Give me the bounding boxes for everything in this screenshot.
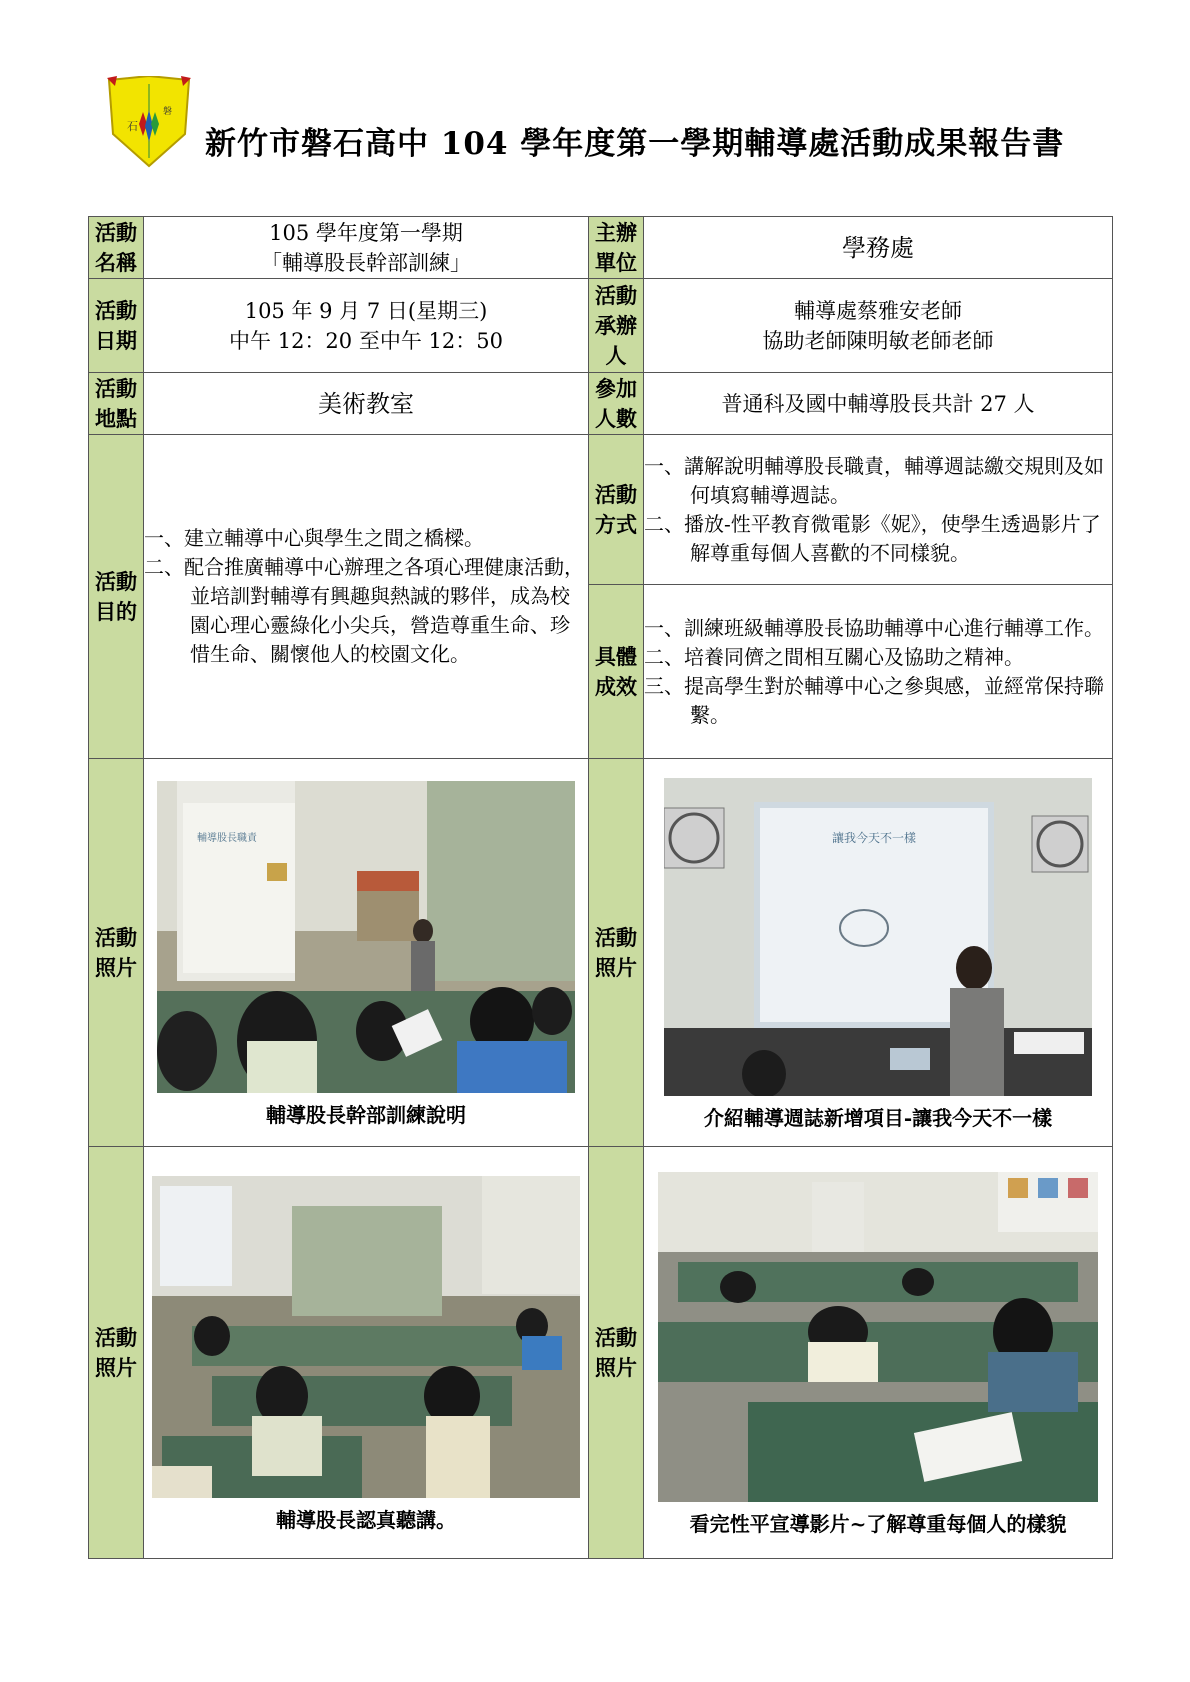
photo-cell-2 [644, 759, 1113, 1147]
school-logo [107, 76, 191, 168]
location-value: 美術教室 [144, 373, 589, 435]
method-value [644, 435, 1113, 585]
logo-char-right: 磐 [163, 107, 173, 117]
method-item: 二、播放-性平教育微電影《妮》，使學生透過影片了解尊重每個人喜歡的不同樣貌。 [644, 511, 1101, 565]
results-item: 一、訓練班級輔導股長協助輔導中心進行輔導工作。 [644, 615, 1104, 640]
photo-cell-4 [644, 1147, 1113, 1559]
activity-date-line2: 中午 12：20 至中午 12：50 [229, 328, 503, 353]
label-host: 活動承辦人 [589, 279, 644, 373]
label-method: 活動方式 [589, 435, 644, 585]
photo-caption-2: 介紹輔導週誌新增項目-讓我今天不一樣 [703, 1106, 1053, 1130]
photo-caption-3: 輔導股長認真聽講。 [276, 1508, 456, 1532]
photo-students-listening [152, 1176, 580, 1498]
report-table [88, 216, 1113, 1559]
photo-cell-3 [144, 1147, 589, 1559]
label-photo-3: 活動照片 [89, 1147, 144, 1559]
label-purpose: 活動目的 [89, 435, 144, 759]
purpose-list [144, 524, 588, 669]
results-item: 二、培養同儕之間相互關心及協助之精神。 [644, 644, 1024, 669]
label-participants: 參加人數 [589, 373, 644, 435]
purpose-item: 一、建立輔導中心與學生之間之橋樑。 [144, 526, 484, 550]
results-value [644, 585, 1113, 759]
photo-cell-1 [144, 759, 589, 1147]
label-location: 活動地點 [89, 373, 144, 435]
results-list [644, 614, 1112, 730]
activity-date-line1: 105 年 9 月 7 日(星期三) [244, 298, 488, 323]
activity-date-value [144, 279, 589, 373]
method-item: 一、講解說明輔導股長職責，輔導週誌繳交規則及如何填寫輔導週誌。 [644, 453, 1104, 507]
photo-classroom-briefing [157, 781, 575, 1093]
label-organizer: 主辦單位 [589, 217, 644, 279]
logo-char-left: 石 [127, 120, 138, 133]
participants-value: 普通科及國中輔導股長共計 27 人 [644, 373, 1113, 435]
activity-name-value [144, 217, 589, 279]
purpose-item: 二、配合推廣輔導中心辦理之各項心理健康活動，並培訓對輔導有興趣與熱誠的夥伴，成為校園心理心靈綠化小尖兵，營造尊重生命、珍惜生命、關懷他人的校園文化。 [144, 555, 584, 666]
photo-caption-1: 輔導股長幹部訓練說明 [266, 1103, 466, 1127]
label-activity-date: 活動日期 [89, 279, 144, 373]
photo-students-writing [658, 1172, 1098, 1502]
label-activity-name: 活動名稱 [89, 217, 144, 279]
label-photo-4: 活動照片 [589, 1147, 644, 1559]
organizer-value: 學務處 [644, 217, 1113, 279]
host-line2: 協助老師陳明敏老師老師 [762, 328, 994, 353]
host-value [644, 279, 1113, 373]
label-photo-1: 活動照片 [89, 759, 144, 1147]
host-line1: 輔導處蔡雅安老師 [794, 298, 962, 323]
label-results: 具體成效 [589, 585, 644, 759]
slide-heading: 輔導股長職責 [197, 833, 257, 844]
purpose-value [144, 435, 589, 759]
activity-name-line1: 105 學年度第一學期 [269, 220, 463, 245]
method-list [644, 452, 1112, 568]
activity-name-line2: 「輔導股長幹部訓練」 [261, 250, 471, 275]
label-photo-2: 活動照片 [589, 759, 644, 1147]
results-item: 三、提高學生對於輔導中心之參與感，並經常保持聯繫。 [644, 673, 1104, 727]
photo-caption-4: 看完性平宣導影片~了解尊重每個人的樣貌 [689, 1512, 1067, 1536]
document-title: 新竹市磐石高中 104 學年度第一學期輔導處活動成果報告書 [205, 126, 1065, 162]
photo-slide-presentation [664, 778, 1092, 1096]
slide-title: 讓我今天不一樣 [832, 831, 917, 845]
